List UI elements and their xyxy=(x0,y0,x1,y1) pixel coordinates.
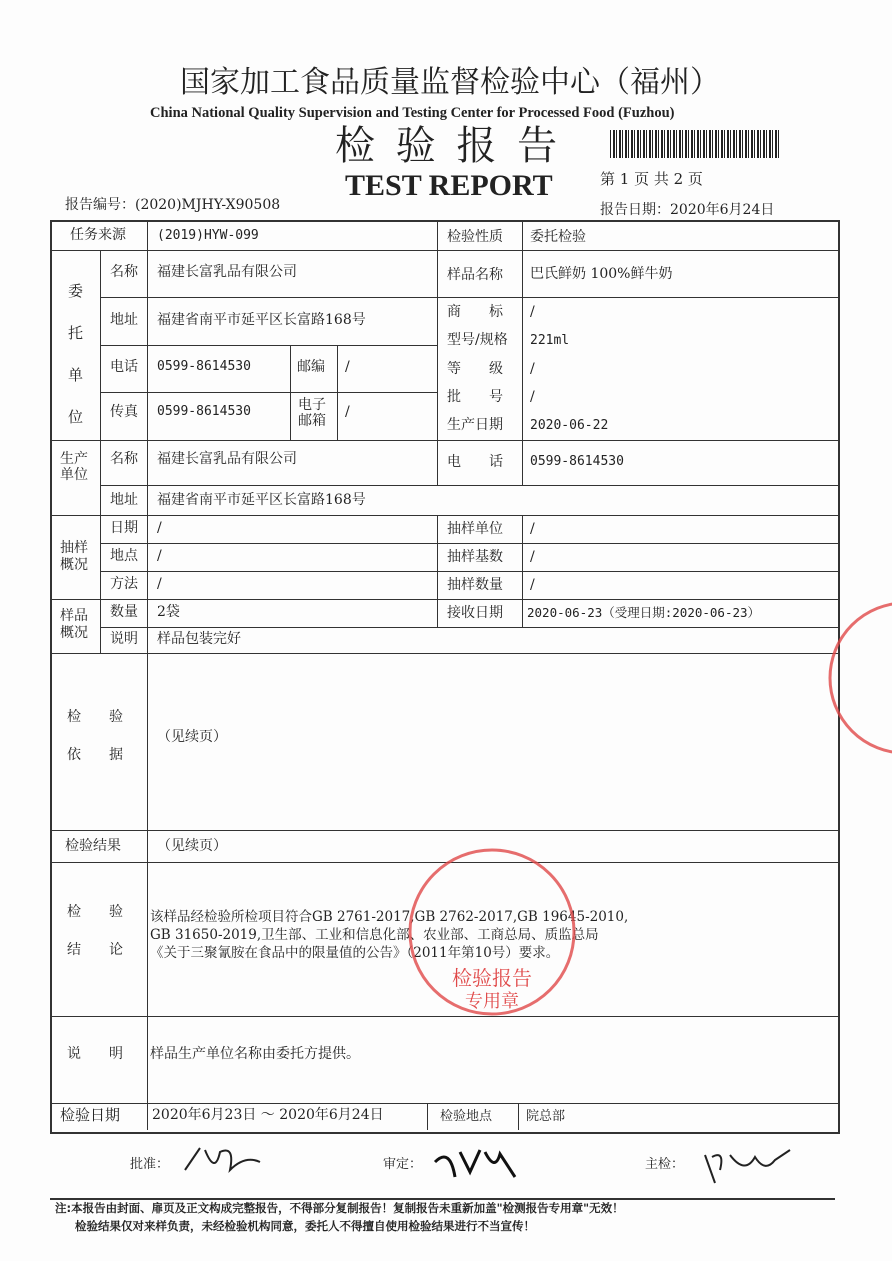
footer-note-2: 检验结果仅对来样负责，未经检验机构同意，委托人不得擅自使用检验结果进行不当宣传！ xyxy=(75,1219,535,1233)
producer-phone-label: 电 话 xyxy=(447,454,503,470)
fax-value: 0599-8614530 xyxy=(157,404,251,419)
page-info: 第 1 页 共 2 页 xyxy=(600,170,703,188)
note-label: 说 明 xyxy=(67,1046,123,1062)
phone-value: 0599-8614530 xyxy=(157,359,251,374)
email-value: / xyxy=(345,404,350,420)
conclusion-label-2: 结 论 xyxy=(67,942,123,958)
review-signature xyxy=(430,1142,525,1182)
sampling-place-label: 地点 xyxy=(110,548,138,564)
producer-address-value: 福建省南平市延平区长富路168号 xyxy=(157,492,366,508)
sampling-label: 抽样概况 xyxy=(60,540,88,573)
center-title-en: China National Quality Supervision and Testing Center for Processed Food (Fuzhou) xyxy=(150,105,675,121)
sampling-unit-label: 抽样单位 xyxy=(447,521,503,537)
spec-value: 221ml xyxy=(530,333,570,348)
batch-value: / xyxy=(530,389,535,405)
task-source-value: (2019)HYW-099 xyxy=(157,228,259,243)
sampling-date-value: / xyxy=(157,520,162,536)
production-date-value: 2020-06-22 xyxy=(530,418,609,433)
conclusion-label-1: 检 验 xyxy=(67,904,123,920)
sampling-base-value: / xyxy=(530,549,535,565)
brand-label: 商 标 xyxy=(447,304,503,320)
basis-label-1: 检 验 xyxy=(67,709,123,725)
sampling-method-value: / xyxy=(157,576,162,592)
inspector-signature xyxy=(700,1145,795,1185)
client-address-value: 福建省南平市延平区长富路168号 xyxy=(157,312,366,328)
note-value: 样品生产单位名称由委托方提供。 xyxy=(150,1046,360,1062)
result-label: 检验结果 xyxy=(65,838,121,854)
conclusion-line-3: 《关于三聚氰胺在食品中的限量值的公告》（2011年第10号）要求。 xyxy=(150,945,560,961)
producer-label: 生产单位 xyxy=(60,451,88,483)
test-date-label: 检验日期 xyxy=(60,1106,121,1124)
producer-phone-value: 0599-8614530 xyxy=(530,454,624,469)
conclusion-line-2: GB 31650-2019,卫生部、工业和信息化部、农业部、工商总局、质监总局 xyxy=(150,927,599,943)
basis-value: （见续页） xyxy=(157,729,227,745)
footer-note-1: 注:本报告由封面、扉页及正文构成完整报告，不得部分复制报告！复制报告未重新加盖"检测报告专用章"无效！ xyxy=(55,1201,624,1215)
grade-label: 等 级 xyxy=(447,361,503,377)
sampling-quantity-label: 抽样数量 xyxy=(447,577,503,593)
description-label: 说明 xyxy=(110,631,138,647)
task-source-label: 任务来源 xyxy=(70,227,126,243)
client-name-value: 福建长富乳品有限公司 xyxy=(157,264,297,280)
producer-name-label: 名称 xyxy=(110,451,138,467)
spec-label: 型号/规格 xyxy=(447,332,508,348)
sampling-method-label: 方法 xyxy=(110,576,138,592)
conclusion-line-1: 该样品经检验所检项目符合GB 2761-2017,GB 2762-2017,GB 19645-2010, xyxy=(150,909,629,925)
fax-label: 传真 xyxy=(110,404,138,420)
test-place-value: 院总部 xyxy=(526,1109,566,1124)
zip-label: 邮编 xyxy=(297,359,325,375)
sampling-quantity-value: / xyxy=(530,577,535,593)
client-name-label: 名称 xyxy=(110,264,138,280)
inspection-stamp xyxy=(405,845,580,1020)
barcode xyxy=(610,130,780,158)
batch-label: 批 号 xyxy=(447,389,503,405)
approve-label: 批准： xyxy=(130,1157,170,1172)
receive-date-value: 2020-06-23（受理日期:2020-06-23） xyxy=(527,605,761,620)
sampling-unit-value: / xyxy=(530,521,535,537)
sample-name-value: 巴氏鲜奶 100%鲜牛奶 xyxy=(530,266,673,282)
description-value: 样品包装完好 xyxy=(157,631,241,647)
stamp-text-2: 专用章 xyxy=(465,991,519,1012)
nature-value: 委托检验 xyxy=(530,229,586,245)
review-label: 审定： xyxy=(383,1157,423,1172)
basis-label-2: 依 据 xyxy=(67,747,123,763)
approve-signature xyxy=(180,1140,270,1180)
test-place-label: 检验地点 xyxy=(440,1109,493,1124)
production-date-label: 生产日期 xyxy=(447,417,503,433)
sample-name-label: 样品名称 xyxy=(447,267,503,283)
nature-label: 检验性质 xyxy=(447,229,503,245)
client-label: 委托单位 xyxy=(68,282,84,426)
producer-address-label: 地址 xyxy=(110,492,138,508)
producer-name-value: 福建长富乳品有限公司 xyxy=(157,451,297,467)
receive-date-label: 接收日期 xyxy=(447,605,503,621)
brand-value: / xyxy=(530,304,535,320)
stamp-text-1: 检验报告 xyxy=(452,966,532,990)
quantity-label: 数量 xyxy=(110,604,138,620)
report-date: 报告日期：2020年6月24日 xyxy=(600,202,775,218)
client-address-label: 地址 xyxy=(110,312,138,328)
center-title-cn: 国家加工食品质量监督检验中心（福州） xyxy=(180,65,720,100)
quantity-value: 2袋 xyxy=(157,604,180,620)
grade-value: / xyxy=(530,361,535,377)
inspector-label: 主检： xyxy=(645,1157,685,1172)
report-title-cn: 检 验 报 告 xyxy=(335,123,562,169)
phone-label: 电话 xyxy=(110,359,138,375)
report-title-en: TEST REPORT xyxy=(345,169,553,202)
email-label: 电子邮箱 xyxy=(298,397,326,429)
sampling-place-value: / xyxy=(157,548,162,564)
sampling-base-label: 抽样基数 xyxy=(447,549,503,565)
zip-value: / xyxy=(345,359,350,375)
edge-stamp xyxy=(825,600,892,760)
sample-overview-label: 样品概况 xyxy=(60,608,88,641)
sampling-date-label: 日期 xyxy=(110,520,138,536)
test-date-value: 2020年6月23日 ～ 2020年6月24日 xyxy=(152,1107,384,1123)
report-number: 报告编号：(2020)MJHY-X90508 xyxy=(65,197,281,213)
result-value: （见续页） xyxy=(157,838,227,854)
